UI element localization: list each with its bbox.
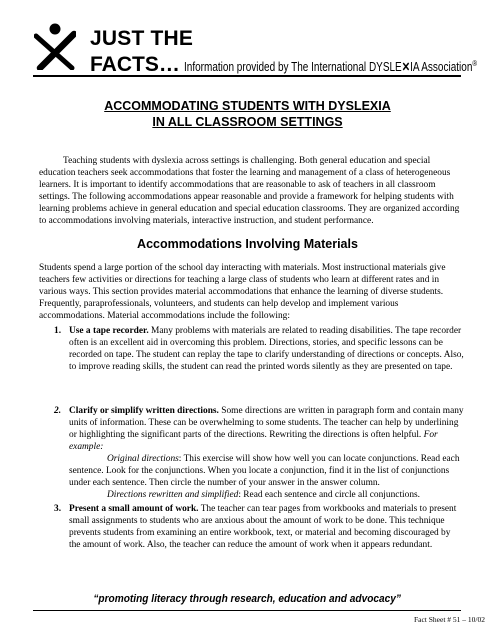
section-heading: Accommodations Involving Materials	[137, 237, 358, 251]
title-line-1: ACCOMMODATING STUDENTS WITH DYSLEXIA	[104, 99, 391, 113]
stick-figure-x-icon	[34, 22, 76, 70]
list-item	[54, 405, 464, 501]
example-label: For example:	[69, 430, 438, 452]
x-mark-icon: ✕	[401, 60, 410, 74]
rewritten-text: : Read each sentence and circle all conjunctions.	[238, 490, 421, 500]
item-text: Many problems with materials are related to reading disabilities. The tape recorder often is an excellent aid in overcoming this problem. Directions, stories, and specific lessons can be recorded on tape. The student can replay the tape to clarify understanding of directions or concepts. Also, to improve reading skills, the student can read the printed words silently as they are presented on tape.	[69, 326, 464, 372]
original-text: : This exercise will show how well you can locate conjunctions. Read each sentence. Look for the conjunctions. When you locate a conjunction, find it in the list of conjunctions under each sentence. Then circle the number of your answer in the answer column.	[69, 454, 460, 488]
title-line-2: IN ALL CLASSROOM SETTINGS	[152, 115, 343, 129]
item-text: The teacher can tear pages from workbooks and materials to present small assignments to students who are anxious about the amount of work to be done. This technique prevents students from examining an entire workbook, text, or material and becoming discouraged by the amount of work. Also, the teacher can reduce the amount of work when it appears redundant.	[69, 504, 457, 550]
brand-line-just-the: JUST THE	[90, 27, 194, 50]
brand-dyslexia-post: IA	[409, 60, 419, 74]
item-body	[69, 503, 464, 551]
original-directions	[69, 453, 464, 489]
list-item	[54, 503, 464, 551]
footer-rule	[33, 610, 461, 611]
brand-dyslexia-pre: DYSLE	[368, 60, 402, 74]
item-body	[69, 405, 464, 501]
intro-text: Teaching students with dyslexia across settings is challenging. Both general education and special education teachers seek accommodations that foster the learning and management of a class of heterogeneous learners. It is important to identify accommodations that are reasonable to ask of teachers in all classroom settings. The following accommodations appear reasonable and provide a framework for helping students with learning problems achieve in general education and special education classrooms. They are organized according to accommodations involving materials, interactive instruction, and student performance.	[39, 156, 460, 226]
original-label: Original directions	[107, 454, 179, 464]
rewritten-label: Directions rewritten and simplified	[107, 490, 239, 500]
brand-association: Association	[421, 60, 473, 74]
header-rule	[33, 75, 461, 77]
list-item	[54, 325, 464, 373]
brand-facts: FACTS…	[90, 53, 180, 76]
brand-info-prefix: Information provided by The International	[183, 60, 366, 74]
item-number: 2.	[54, 406, 62, 416]
footer-tagline	[0, 593, 495, 605]
rewritten-directions	[69, 489, 464, 501]
document-title	[0, 98, 495, 130]
item-heading: Clarify or simplify written directions.	[69, 406, 219, 416]
item-number: 1.	[54, 326, 62, 336]
registered-mark: ®	[472, 58, 477, 68]
item-heading: Present a small amount of work.	[69, 504, 199, 514]
brand-line-facts	[90, 53, 495, 77]
fact-sheet-number: Fact Sheet # 51 – 10/02	[413, 615, 485, 624]
footer-tagline-text: “promoting literacy through research, education and advocacy”	[93, 593, 402, 605]
item-text: Some directions are written in paragraph form and contain many units of information. These can be overwhelming to some students. The teacher can help by underlining or highlighting the significant parts of the directions. Rewriting the directions is often helpful.	[69, 406, 464, 440]
item-heading: Use a tape recorder.	[69, 326, 149, 336]
section-lead-text: Students spend a large portion of the school day interacting with materials. Most instructional materials give teachers few activities or directions for teaching a large class of students who learn at different rates and in various ways. This section provides material accommodations that enhance the learning of diverse students. Frequently, paraprofessionals, volunteers, and students can help develop and implement various accommodations. Material accommodations include the following:	[39, 263, 446, 321]
item-number: 3.	[54, 504, 62, 514]
brand-info	[184, 59, 477, 74]
intro-paragraph	[39, 155, 463, 227]
logo	[34, 22, 76, 70]
item-body	[69, 325, 464, 373]
section-lead-paragraph	[39, 262, 463, 322]
